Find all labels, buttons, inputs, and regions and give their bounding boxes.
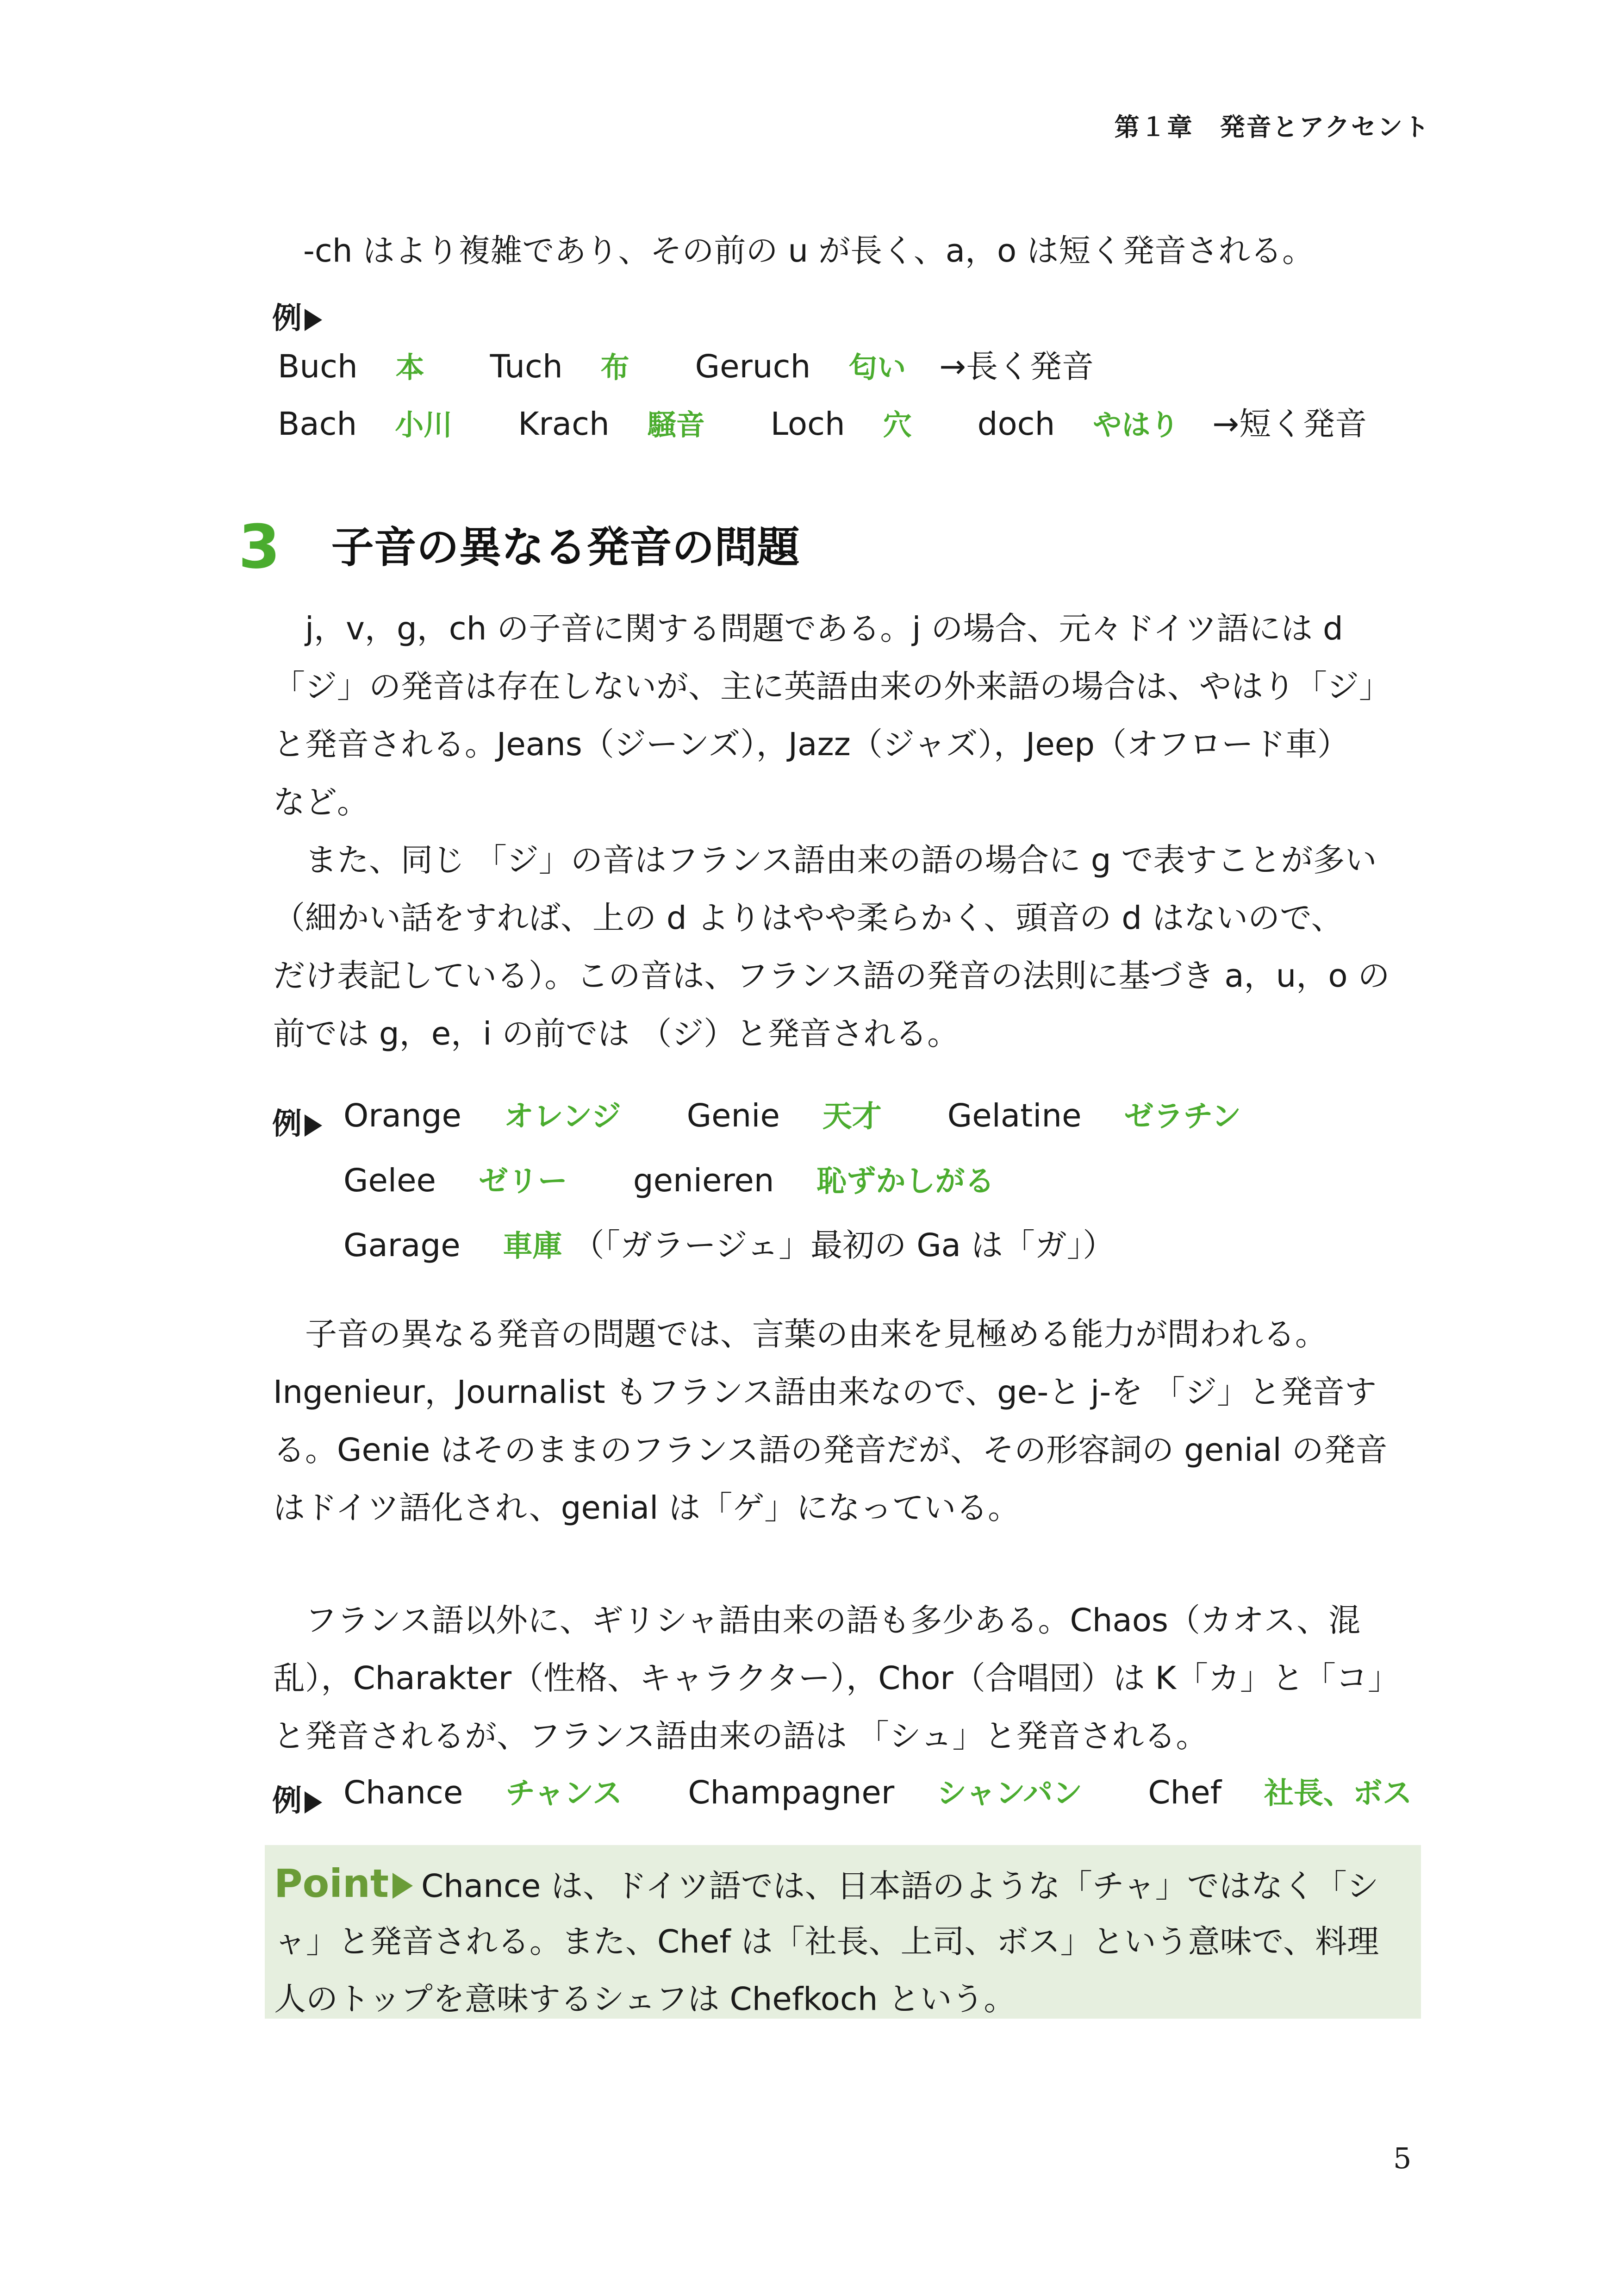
- example-label-text: 例: [272, 301, 302, 336]
- g-jp: 車庫: [503, 1229, 562, 1264]
- para-line: る。Genie はそのままのフランス語の発音だが、その形容詞の genial の発音: [273, 1432, 1388, 1469]
- paragraph-1: [273, 600, 1412, 1063]
- intro-line: -ch はより複雑であり、その前の u が長く、a，o は短く発音される。: [303, 232, 1315, 269]
- example-label: [272, 1777, 322, 1820]
- paragraph-3: [273, 1592, 1412, 1765]
- page-number: 5: [1393, 2141, 1412, 2175]
- para-line: j，v，g，ch の子音に関する問題である。j の場合、元々ドイツ語には d: [273, 610, 1343, 647]
- g-word: Genie: [686, 1097, 780, 1134]
- ch-jp: 本: [395, 350, 424, 384]
- ch-word: Krach: [518, 406, 610, 443]
- play-triangle-icon: [305, 309, 322, 331]
- ch-ex-jp: チャンス: [505, 1777, 623, 1811]
- point-line-3: 人のトップを意味するシェフは Chefkoch という。: [274, 1981, 1016, 2018]
- ch-word: Geruch: [695, 348, 811, 385]
- para-line: フランス語以外に、ギリシャ語由来の語も多少ある。Chaos（カオス、混: [273, 1602, 1361, 1639]
- ch-jp: 小川: [395, 408, 453, 442]
- para-line: 乱），Charakter（性格、キャラクター），Chor（合唱団）は K「カ」と「コ」: [273, 1660, 1400, 1697]
- ch-ex-jp: シャンパン: [937, 1777, 1083, 1811]
- ch-row-2: [278, 406, 1367, 443]
- section-title: 子音の異なる発音の問題: [331, 523, 800, 572]
- ch-jp: やはり: [1093, 408, 1179, 442]
- example-label-text: 例: [272, 1107, 302, 1141]
- point-line-2: ャ」と発音される。また、Chef は「社長、上司、ボス」という意味で、料理: [274, 1923, 1379, 1960]
- g-word: Garage: [343, 1227, 461, 1264]
- ch-examples-row: [343, 1774, 1412, 1811]
- g-jp: 恥ずかしがる: [816, 1164, 995, 1199]
- ch-ex-word: Champagner: [688, 1774, 895, 1811]
- g-word: Orange: [343, 1097, 461, 1134]
- ch-word: Tuch: [490, 348, 563, 385]
- g-word: genieren: [633, 1162, 774, 1199]
- ch-jp: 騒音: [647, 408, 705, 442]
- ch-word: doch: [977, 406, 1055, 443]
- ch-jp: 匂い: [848, 350, 906, 384]
- g-jp: オレンジ: [504, 1100, 621, 1134]
- example-label: [272, 1100, 322, 1143]
- point-line-1: [274, 1861, 1379, 1906]
- play-triangle-icon: [305, 1114, 322, 1137]
- g-note: （「ガラージェ」最初の Ga は「ガ」）: [572, 1227, 1115, 1264]
- paragraph-2: [273, 1306, 1412, 1537]
- section-number: 3: [238, 512, 280, 582]
- para-line: と発音されるが、フランス語由来の語は 「シュ」と発音される。: [273, 1718, 1208, 1755]
- ch-word: Buch: [278, 348, 358, 385]
- ch-note: →短く発音: [1212, 406, 1367, 443]
- g-jp: ゼラチン: [1124, 1100, 1241, 1134]
- g-jp: 天才: [822, 1100, 882, 1134]
- ch-row-1: [278, 348, 1094, 385]
- g-examples-row-3: [343, 1227, 1115, 1264]
- ch-ex-word: Chance: [343, 1774, 463, 1811]
- ch-word: Bach: [278, 406, 357, 443]
- para-line: （細かい話をすれば、上の d よりはやや柔らかく、頭音の d はないので、: [273, 900, 1343, 937]
- para-line: だけ表記している）。この音は、フランス語の発音の法則に基づき a，u，o の: [273, 957, 1390, 995]
- para-line: Ingenieur，Journalist もフランス語由来なので、ge-と j-を 「ジ」と発音す: [273, 1374, 1377, 1411]
- ch-word: Loch: [770, 406, 845, 443]
- g-examples-row-2: [343, 1162, 995, 1199]
- para-line: など。: [273, 784, 369, 821]
- g-word: Gelee: [343, 1162, 436, 1199]
- ch-jp: 布: [600, 350, 629, 384]
- point-label: Point: [274, 1861, 389, 1906]
- ch-ex-jp: 社長、ボス: [1264, 1777, 1412, 1811]
- ch-jp: 穴: [883, 408, 912, 442]
- g-jp: ゼリー: [478, 1164, 567, 1199]
- g-examples-row-1: [343, 1097, 1241, 1134]
- point-triangle-icon: [393, 1873, 413, 1899]
- point-text: Chance は、ドイツ語では、日本語のような「チャ」ではなく「シ: [421, 1868, 1379, 1905]
- para-line: と発音される。Jeans（ジーンズ），Jazz（ジャズ），Jeep（オフロード車）: [273, 726, 1349, 763]
- ch-ex-word: Chef: [1148, 1774, 1221, 1811]
- play-triangle-icon: [305, 1791, 322, 1814]
- example-label-text: 例: [272, 1784, 302, 1818]
- section-heading: [238, 512, 800, 582]
- ch-note: →長く発音: [939, 348, 1094, 385]
- para-line: 前では g，e，i の前では （ジ）と発音される。: [273, 1015, 960, 1052]
- chapter-header: 第１章 発音とアクセント: [1114, 113, 1430, 142]
- para-line: 「ジ」の発音は存在しないが、主に英語由来の外来語の場合は、やはり「ジ」: [273, 668, 1391, 705]
- example-label: [272, 294, 322, 337]
- para-line: また、同じ 「ジ」の音はフランス語由来の語の場合に g で表すことが多い: [273, 842, 1377, 879]
- g-word: Gelatine: [947, 1097, 1082, 1134]
- para-line: 子音の異なる発音の問題では、言葉の由来を見極める能力が問われる。: [273, 1316, 1327, 1353]
- para-line: はドイツ語化され、genial は「ゲ」になっている。: [273, 1489, 1020, 1526]
